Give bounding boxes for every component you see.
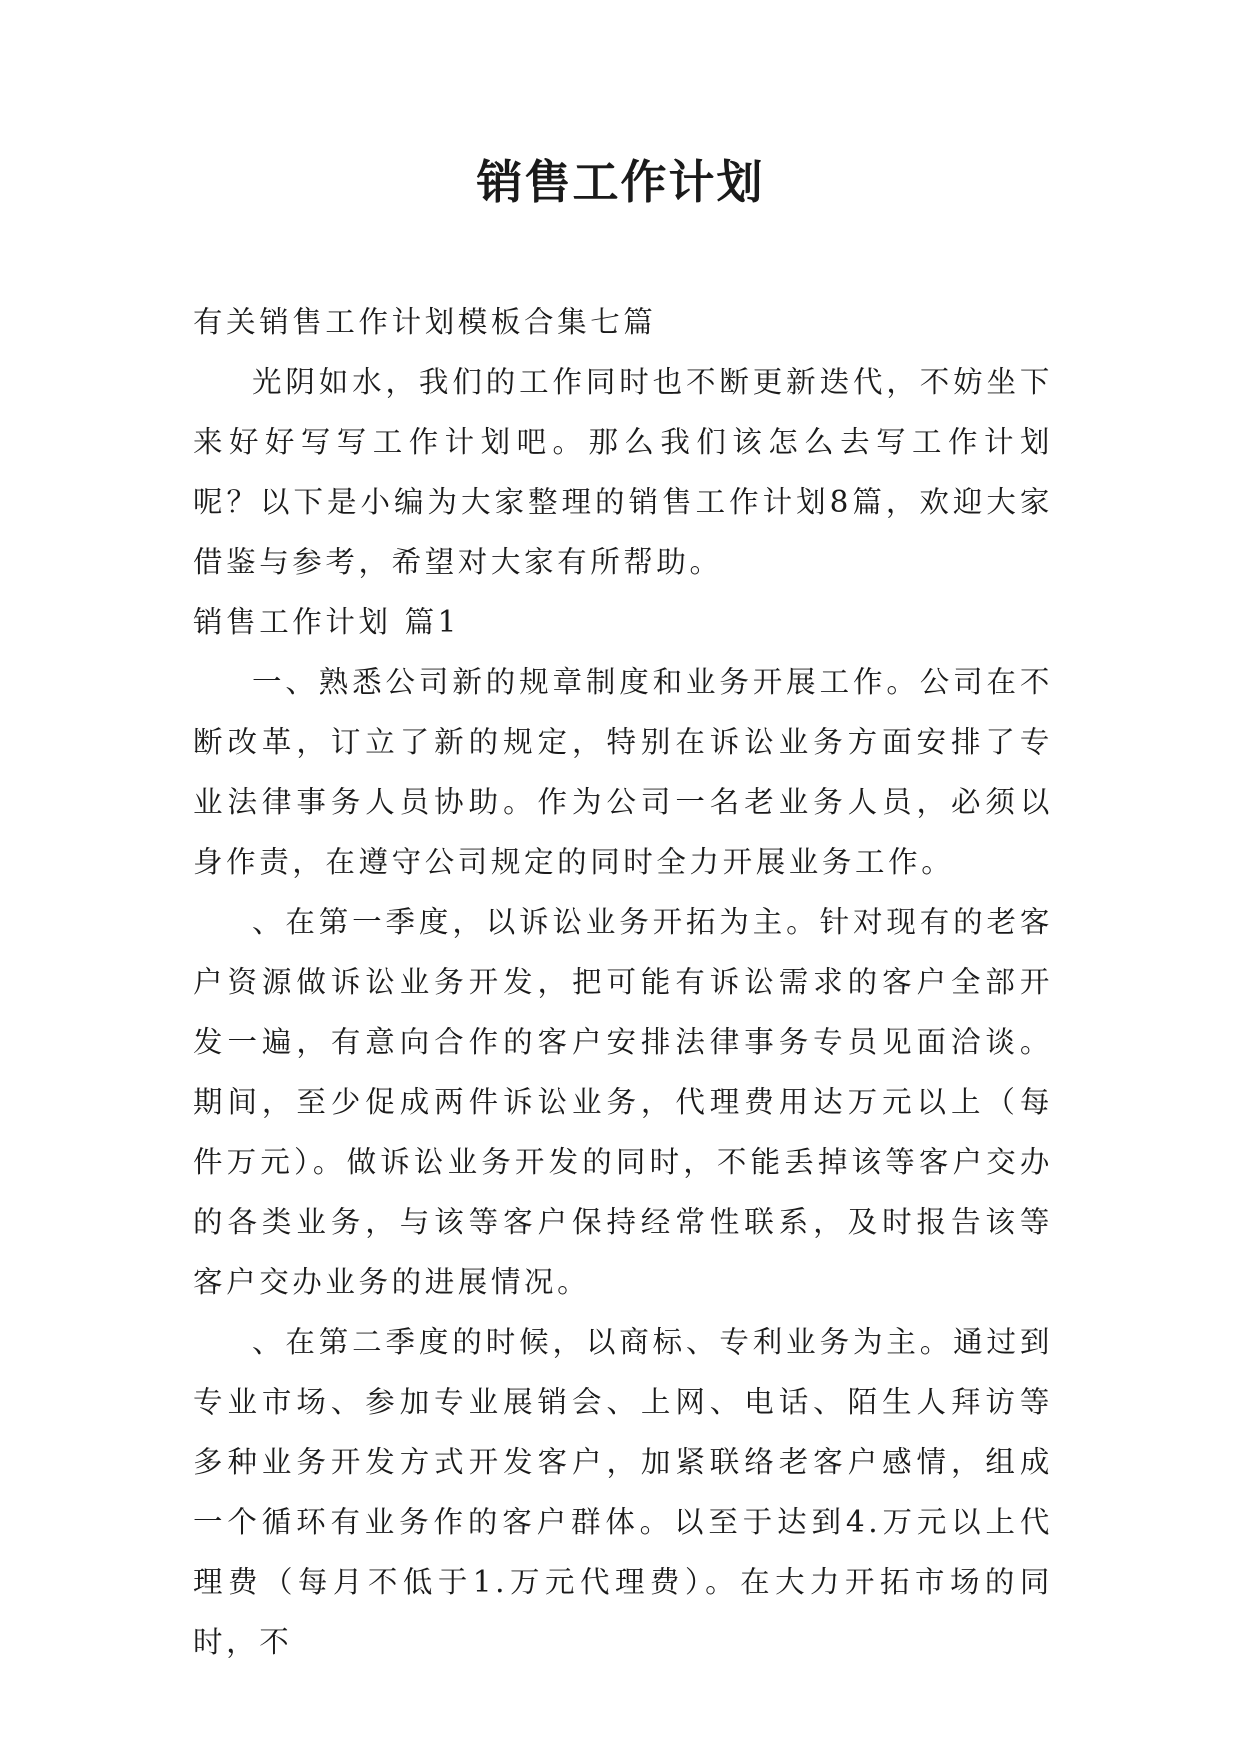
- body-paragraph: 一、熟悉公司新的规章制度和业务开展工作。公司在不断改革，订立了新的规定，特别在诉讼业务方面安排了专业法律事务人员协助。作为公司一名老业务人员，必须以身作责，在遵守公司规定的同时全力开展业务工作。: [193, 665, 1053, 879]
- body-paragraph: 、在第一季度，以诉讼业务开拓为主。针对现有的老客户资源做诉讼业务开发，把可能有诉讼需求的客户全部开发一遍，有意向合作的客户安排法律事务专员见面洽谈。期间，至少促成两件诉讼业务，代理费用达万元以上（每件万元）。做诉讼业务开发的同时，不能丢掉该等客户交办的各类业务，与该等客户保持经常性联系，及时报告该等客户交办业务的进展情况。: [193, 905, 1053, 1299]
- intro-paragraph: 光阴如水，我们的工作同时也不断更新迭代，不妨坐下来好好写写工作计划吧。那么我们该怎么去写工作计划呢？以下是小编为大家整理的销售工作计划8篇，欢迎大家借鉴与参考，希望对大家有所帮助。: [193, 365, 1053, 579]
- section-heading: 销售工作计划 篇1: [193, 605, 461, 639]
- document-subtitle: 有关销售工作计划模板合集七篇: [193, 305, 657, 339]
- document-title: 销售工作计划: [476, 155, 765, 209]
- body-paragraph: 、在第二季度的时候，以商标、专利业务为主。通过到专业市场、参加专业展销会、上网、电话、陌生人拜访等多种业务开发方式开发客户，加紧联络老客户感情，组成一个循环有业务作的客户群体。以至于达到4.万元以上代理费（每月不低于1.万元代理费）。在大力开拓市场的同时，不: [193, 1325, 1053, 1659]
- document-body: [193, 292, 1053, 1672]
